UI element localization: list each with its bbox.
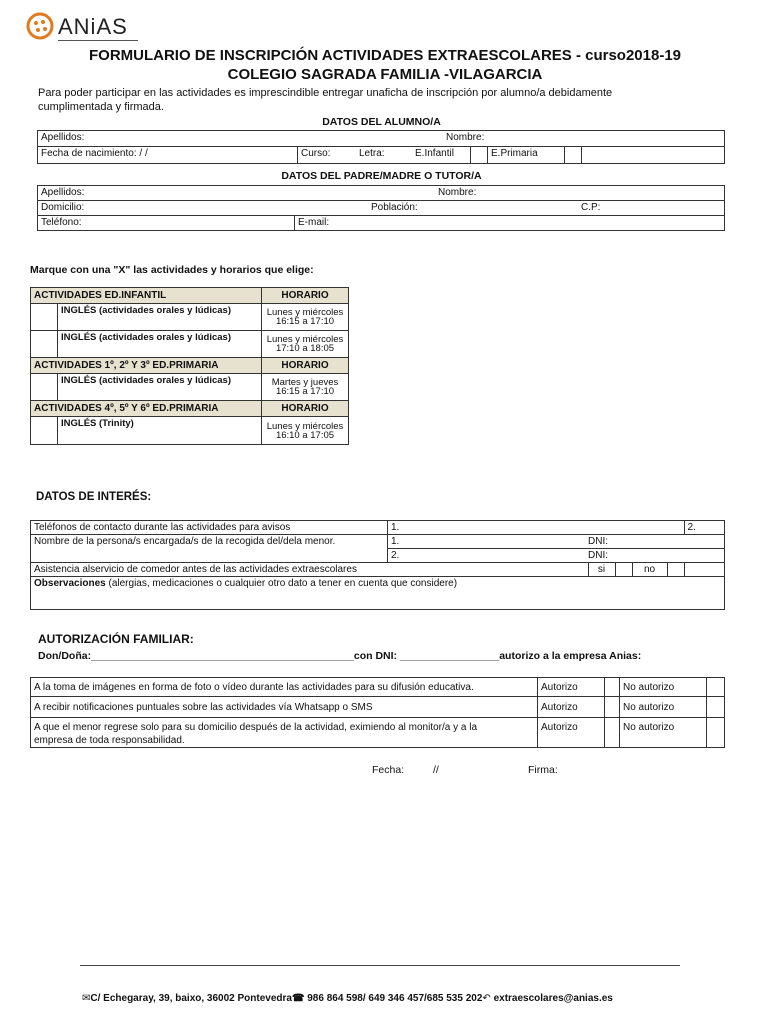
alumno-infantil-checkbox[interactable]: [471, 147, 488, 164]
autorizacion-item-3-line-1: A que el menor regrese solo para su domicilio después de la actividad, eximiendo al monitor/a y a la: [34, 722, 478, 733]
tutor-domicilio-label: Domicilio:: [41, 202, 85, 213]
alumno-table: [37, 130, 725, 164]
alumno-fecha-field[interactable]: Fecha de nacimiento: / /: [38, 147, 298, 164]
autorizo-label: Autorizo: [538, 697, 605, 718]
group-title-infantil: ACTIVIDADES ED.INFANTIL: [31, 288, 262, 304]
tutor-table: [37, 185, 725, 231]
tutor-telefono-field[interactable]: Teléfono:: [38, 216, 295, 231]
activity-schedule: [262, 417, 349, 445]
alumno-curso-label: Curso:: [298, 147, 357, 164]
comedor-no-label: no: [632, 563, 667, 577]
autorizacion-table: [30, 677, 725, 748]
activity-schedule: [262, 374, 349, 401]
autorizo-checkbox[interactable]: [605, 718, 620, 748]
group-title-primaria-4-6: ACTIVIDADES 4º, 5º Y 6º ED.PRIMARIA: [31, 401, 262, 417]
footer-phones: 986 864 598/ 649 346 457/685 535 202: [304, 993, 483, 1004]
alumno-nombre-label: Nombre:: [446, 132, 485, 143]
logo-text: ANiAS: [58, 14, 128, 39]
rec2-number: 2.: [391, 550, 400, 561]
fecha-label: Fecha:: [372, 764, 405, 776]
comedor-si-label: si: [588, 563, 615, 577]
envelope-icon: ✉: [82, 993, 91, 1004]
interes-observaciones-field[interactable]: [31, 577, 725, 610]
interes-comedor-label: Asistencia alservicio de comedor antes de las actividades extraescolares: [31, 563, 589, 577]
activity-checkbox[interactable]: [31, 304, 58, 331]
schedule-days: Martes y jueves: [271, 377, 339, 388]
anias-logo-icon: [26, 12, 54, 40]
activity-schedule: [262, 304, 349, 331]
tutor-cp-label: C.P:: [581, 202, 601, 213]
no-autorizo-checkbox[interactable]: [707, 718, 725, 748]
no-autorizo-label: No autorizo: [620, 718, 707, 748]
activity-name: INGLÉS (actividades orales y lúdicas): [58, 331, 262, 358]
activity-checkbox[interactable]: [31, 374, 58, 401]
autorizo-checkbox[interactable]: [605, 697, 620, 718]
group-title-primaria-1-3: ACTIVIDADES 1º, 2º Y 3º ED.PRIMARIA: [31, 358, 262, 374]
footer-divider: [80, 965, 680, 966]
logo: [26, 12, 54, 45]
autorizacion-item-1: A la toma de imágenes en forma de foto o vídeo durante las actividades para su difusión educativa.: [31, 678, 538, 697]
comedor-si-checkbox[interactable]: [615, 563, 632, 577]
activity-checkbox[interactable]: [31, 331, 58, 358]
horario-header: HORARIO: [262, 401, 349, 417]
no-autorizo-label: No autorizo: [620, 697, 707, 718]
schedule-time: 16:10 a 17:05: [275, 429, 335, 441]
form-title: FORMULARIO DE INSCRIPCIÓN ACTIVIDADES EXTRAESCOLARES - curso2018-19: [88, 47, 682, 64]
alumno-apellidos-label: Apellidos:: [41, 132, 85, 143]
horario-header: HORARIO: [262, 358, 349, 374]
horario-header: HORARIO: [262, 288, 349, 304]
autorizo-checkbox[interactable]: [605, 678, 620, 697]
schedule-time: 16:15 a 17:10: [275, 386, 335, 397]
interes-table: [30, 520, 725, 610]
comedor-no-checkbox[interactable]: [667, 563, 684, 577]
alumno-extra-cell[interactable]: [582, 147, 725, 164]
fecha-field[interactable]: //: [433, 764, 439, 776]
intro-line-2: cumplimentada y firmada.: [38, 101, 164, 113]
interes-tel2-field[interactable]: 2.: [684, 521, 724, 535]
alumno-apellidos-field[interactable]: [38, 131, 725, 147]
no-autorizo-label: No autorizo: [620, 678, 707, 697]
schedule-days: Lunes y miércoles: [266, 307, 344, 318]
no-autorizo-checkbox[interactable]: [707, 678, 725, 697]
autorizacion-item-3-line-2: empresa de toda responsabilidad.: [34, 735, 185, 746]
form-subtitle: COLEGIO SAGRADA FAMILIA -VILAGARCIA: [227, 66, 543, 83]
rec1-number: 1.: [391, 536, 400, 547]
interes-telefonos-label: Teléfonos de contacto durante las actividades para avisos: [31, 521, 388, 535]
autorizo-label: Autorizo: [538, 718, 605, 748]
autorizacion-item-2: A recibir notificaciones puntuales sobre las actividades vía Whatsapp o SMS: [31, 697, 538, 718]
autorizacion-item-3: [31, 718, 538, 748]
schedule-time: 17:10 a 18:05: [275, 343, 335, 354]
comedor-extra-cell[interactable]: [684, 563, 724, 577]
no-autorizo-checkbox[interactable]: [707, 697, 725, 718]
activity-name: INGLÉS (Trinity): [58, 417, 262, 445]
tutor-nombre-label: Nombre:: [438, 187, 477, 198]
rec2-dni-label: DNI:: [588, 550, 608, 561]
tutor-domicilio-field[interactable]: [38, 201, 725, 216]
phone-icon: ☎: [291, 993, 305, 1004]
logo-underline: [58, 40, 138, 41]
activity-name: INGLÉS (actividades orales y lúdicas): [58, 304, 262, 331]
activity-name: INGLÉS (actividades orales y lúdicas): [58, 374, 262, 401]
alumno-primaria-checkbox[interactable]: [565, 147, 582, 164]
alumno-letra-label: Letra:: [356, 147, 412, 164]
footer-address: C/ Echegaray, 39, baixo, 36002 Pontevedra: [90, 993, 292, 1004]
alumno-primaria-label: E.Primaria: [488, 147, 565, 164]
alumno-heading: DATOS DEL ALUMNO/A: [322, 116, 441, 128]
interes-rec1-field[interactable]: [388, 535, 725, 549]
tutor-poblacion-label: Población:: [371, 202, 418, 213]
intro-line-1: Para poder participar en las actividades es imprescindible entregar unaficha de inscripción por alumno/a debidamente: [38, 87, 613, 99]
tutor-email-field[interactable]: E-mail:: [295, 216, 725, 231]
tutor-apellidos-field[interactable]: [38, 186, 725, 201]
actividades-table: [30, 287, 349, 445]
firma-label: Firma:: [528, 764, 558, 776]
interes-rec2-field[interactable]: [388, 549, 725, 563]
mouse-icon: ↶: [482, 993, 491, 1004]
schedule-days: Lunes y miércoles: [266, 334, 344, 345]
interes-heading: DATOS DE INTERÉS:: [36, 491, 152, 503]
footer-email[interactable]: extraescolares@anias.es: [490, 993, 613, 1004]
tutor-apellidos-label: Apellidos:: [41, 187, 85, 198]
rec1-dni-label: DNI:: [588, 536, 608, 547]
marque-instruction: Marque con una "X" las actividades y horarios que elige:: [30, 264, 314, 276]
autorizo-label: Autorizo: [538, 678, 605, 697]
tutor-heading: DATOS DEL PADRE/MADRE O TUTOR/A: [281, 170, 482, 182]
schedule-days: Lunes y miércoles: [266, 420, 344, 432]
interes-recogida-label: Nombre de la persona/s encargada/s de la recogida del/dela menor.: [31, 535, 388, 563]
schedule-time: 16:15 a 17:10: [275, 316, 335, 327]
autorizacion-line: Don/Doña:_____________________________________________con DNI: _________________autorizo a la empresa Anias:: [38, 650, 642, 662]
observaciones-hint: (alergias, medicaciones o cualquier otro dato a tener en cuenta que considere): [105, 578, 458, 589]
activity-checkbox[interactable]: [31, 417, 58, 445]
alumno-infantil-label: E.Infantil: [412, 147, 471, 164]
activity-schedule: [262, 331, 349, 358]
observaciones-label: Observaciones: [34, 578, 106, 589]
interes-tel1-field[interactable]: 1.: [388, 521, 685, 535]
autorizacion-heading: AUTORIZACIÓN FAMILIAR:: [38, 632, 194, 646]
footer: [82, 993, 613, 1004]
